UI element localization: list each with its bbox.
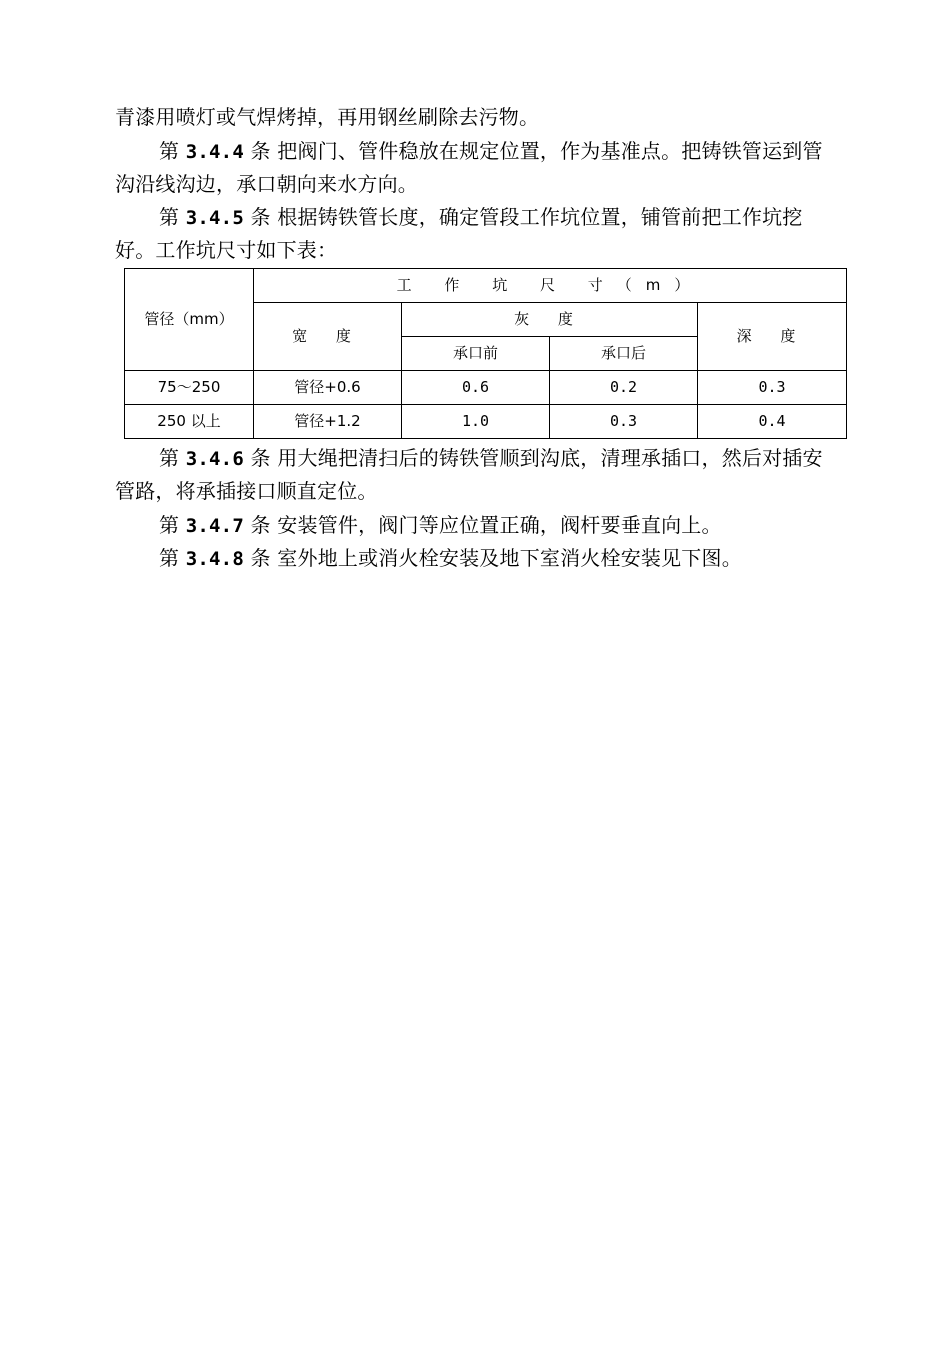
- clause-suffix: 条: [250, 139, 271, 163]
- cell-before-socket: 1.0: [402, 405, 550, 439]
- clause-suffix: 条: [250, 205, 271, 229]
- cell-width: 管径+1.2: [254, 405, 402, 439]
- clause-prefix: 第: [159, 546, 180, 570]
- cell-depth: 0.4: [698, 405, 847, 439]
- cell-width: 管径+0.6: [254, 371, 402, 405]
- clause-suffix: 条: [250, 546, 271, 570]
- clause-3-4-7: [115, 509, 835, 542]
- clause-number: 3.4.6: [185, 448, 244, 470]
- clause-3-4-5: [115, 201, 835, 266]
- paragraph-continuation: [115, 101, 835, 133]
- cell-after-socket: 0.3: [550, 405, 698, 439]
- header-pipe-diameter: 管径（mm）: [125, 269, 254, 371]
- header-before-socket: 承口前: [402, 337, 550, 371]
- cell-diameter: 75～250: [125, 371, 254, 405]
- clause-text: 安装管件，阀门等应位置正确，阀杆要垂直向上。: [270, 513, 722, 537]
- cell-depth: 0.3: [698, 371, 847, 405]
- clause-3-4-8: [115, 542, 835, 575]
- table-header-row: [125, 269, 847, 303]
- work-pit-size-table: [124, 268, 847, 439]
- header-after-socket: 承口后: [550, 337, 698, 371]
- header-depth: 深 度: [698, 303, 847, 371]
- clause-number: 3.4.5: [185, 207, 244, 229]
- paragraph-text: 青漆用喷灯或气焊烤掉，再用钢丝刷除去污物。: [115, 105, 540, 129]
- cell-diameter: 250 以上: [125, 405, 254, 439]
- clause-prefix: 第: [159, 139, 180, 163]
- clause-text: 把阀门、管件稳放在规定位置，作为基准点。把铸铁管运到管沟沿线沟边，承口朝向来水方向。: [115, 139, 823, 196]
- clause-3-4-6: [115, 442, 835, 507]
- clause-3-4-4: [115, 135, 835, 200]
- table-row: [125, 405, 847, 439]
- clause-text: 室外地上或消火栓安装及地下室消火栓安装见下图。: [270, 546, 742, 570]
- table-row: [125, 371, 847, 405]
- cell-after-socket: 0.2: [550, 371, 698, 405]
- clause-text: 用大绳把清扫后的铸铁管顺到沟底，清理承插口，然后对插安管路，将承插接口顺直定位。: [115, 446, 823, 503]
- cell-before-socket: 0.6: [402, 371, 550, 405]
- clause-suffix: 条: [250, 513, 271, 537]
- clause-text: 根据铸铁管长度，确定管段工作坑位置，铺管前把工作坑挖好。工作坑尺寸如下表：: [115, 205, 803, 262]
- clause-prefix: 第: [159, 446, 180, 470]
- header-width: 宽 度: [254, 303, 402, 371]
- clause-number: 3.4.8: [185, 548, 244, 570]
- clause-prefix: 第: [159, 205, 180, 229]
- clause-suffix: 条: [250, 446, 271, 470]
- header-length: 灰 度: [402, 303, 698, 337]
- clause-prefix: 第: [159, 513, 180, 537]
- clause-number: 3.4.4: [185, 141, 244, 163]
- clause-number: 3.4.7: [185, 515, 244, 537]
- header-work-pit-size: 工 作 坑 尺 寸（m）: [254, 269, 847, 303]
